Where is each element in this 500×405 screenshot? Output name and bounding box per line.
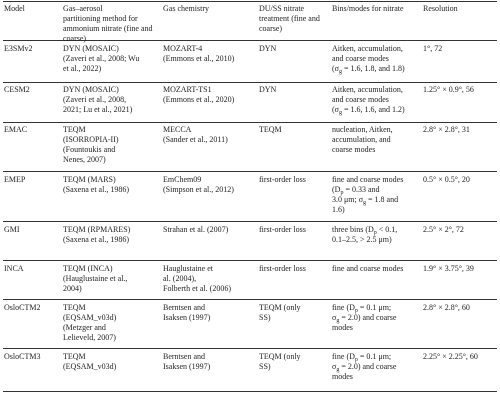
header-partitioning-method: Gas–aerosol partitioning method for ammonium nitrate (fine and coarse): [63, 4, 153, 43]
table-row-divider: [3, 122, 497, 123]
row-6-model: INCA: [4, 264, 24, 273]
row-2-nitrate-bins: Aitken, accumulation, and coarse modes ($\sigma_g = 1.6$, 1.6, and 1.2): [332, 85, 405, 116]
row-5-partitioning-method: TEQM (RPMARES) (Saxena et al., 1986): [63, 225, 131, 244]
row-5-du-ss-treatment: first-order loss: [259, 225, 306, 234]
row-3-partitioning-method: TEQM (ISORROPIA-II) (Fountoukis and Nenes, 2007): [63, 125, 119, 164]
header-model: Model: [4, 4, 25, 13]
row-6-du-ss-treatment: first-order loss: [259, 264, 306, 273]
row-4-nitrate-bins: fine and coarse modes ($D_p = 0.33$ and 3.0 μm; $\sigma_g = 1.8$ and 1.6): [332, 175, 404, 214]
table-row-divider: [3, 82, 497, 83]
row-5-gas-chemistry: Strahan et al. (2007): [163, 225, 229, 234]
row-8-model: OsloCTM3: [4, 352, 41, 361]
row-2-gas-chemistry: MOZART-TS1 (Emmons et al., 2020): [163, 85, 235, 104]
row-8-nitrate-bins: fine ($D_p = 0.1$ μm; $\sigma_g = 2.0$) and coarse modes: [332, 352, 397, 381]
row-5-nitrate-bins: three bins ($D_p < 0.1$, 0.1–2.5, > 2.5 μm): [332, 225, 398, 244]
row-4-gas-chemistry: EmChem09 (Simpson et al., 2012): [163, 175, 234, 194]
table-row-divider: [3, 348, 497, 349]
row-7-du-ss-treatment: TEQM (only SS): [259, 303, 301, 322]
row-2-du-ss-treatment: DYN: [259, 85, 277, 94]
table-row-divider: [3, 221, 497, 222]
table-bottom-rule: [3, 391, 497, 392]
table-top-rule: [3, 1, 497, 2]
header-gas-chemistry: Gas chemistry: [163, 4, 209, 13]
table-row-divider: [3, 260, 497, 261]
table-row-divider: [3, 299, 497, 300]
header-du-ss-treatment: DU/SS nitrate treatment (fine and coarse): [259, 4, 320, 33]
row-4-partitioning-method: TEQM (MARS) (Saxena et al., 1986): [63, 175, 129, 194]
row-3-resolution: 2.8° × 2.8°, 31: [423, 125, 470, 134]
row-7-model: OsloCTM2: [4, 303, 41, 312]
row-7-resolution: 2.8° × 2.8°, 60: [423, 303, 470, 312]
row-3-du-ss-treatment: TEQM: [259, 125, 282, 134]
row-3-nitrate-bins: nucleation, Aitken, accumulation, and coarse modes: [332, 125, 393, 154]
row-7-nitrate-bins: fine ($D_p = 0.1$ μm; $\sigma_g = 2.0$) and coarse modes: [332, 303, 397, 332]
row-6-nitrate-bins: fine and coarse modes: [332, 264, 404, 273]
table-row-divider: [3, 171, 497, 172]
row-6-partitioning-method: TEQM (INCA) (Hauglustaine et al., 2004): [63, 264, 128, 293]
row-1-partitioning-method: DYN (MOSAIC) (Zaveri et al., 2008; Wu et al., 2022): [63, 44, 140, 73]
row-1-model: E3SMv2: [4, 44, 33, 53]
row-4-model: EMEP: [4, 175, 26, 184]
row-3-model: EMAC: [4, 125, 28, 134]
row-8-partitioning-method: TEQM (EQSAM_v03d): [63, 352, 117, 371]
row-1-gas-chemistry: MOZART-4 (Emmons et al., 2010): [163, 44, 235, 63]
row-6-resolution: 1.9° × 3.75°, 39: [423, 264, 474, 273]
row-2-partitioning-method: DYN (MOSAIC) (Zaveri et al., 2008, 2021; Lu et al., 2021): [63, 85, 133, 114]
row-2-model: CESM2: [4, 85, 30, 94]
row-5-resolution: 2.5° × 2°, 72: [423, 225, 464, 234]
row-8-du-ss-treatment: TEQM (only SS): [259, 352, 301, 371]
row-3-gas-chemistry: MECCA (Sander et al., 2011): [163, 125, 228, 144]
row-4-du-ss-treatment: first-order loss: [259, 175, 306, 184]
row-2-resolution: 1.25° × 0.9°, 56: [423, 85, 474, 94]
row-8-resolution: 2.25° × 2.25°, 60: [423, 352, 478, 361]
header-resolution: Resolution: [423, 4, 458, 13]
row-4-resolution: 0.5° × 0.5°, 20: [423, 175, 470, 184]
row-7-partitioning-method: TEQM (EQSAM_v03d) (Metzger and Lelieveld, 2007): [63, 303, 117, 342]
row-5-model: GMI: [4, 225, 20, 234]
row-1-resolution: 1°, 72: [423, 44, 443, 53]
row-6-gas-chemistry: Hauglustaine et al. (2004), Folberth et al. (2006): [163, 264, 231, 293]
row-1-du-ss-treatment: DYN: [259, 44, 277, 53]
header-nitrate-bins: Bins/modes for nitrate: [332, 4, 404, 13]
row-8-gas-chemistry: Berntsen and Isaksen (1997): [163, 352, 211, 371]
row-1-nitrate-bins: Aitken, accumulation, and coarse modes ($\sigma_g = 1.6$, 1.8, and 1.8): [332, 44, 405, 75]
row-7-gas-chemistry: Berntsen and Isaksen (1997): [163, 303, 211, 322]
